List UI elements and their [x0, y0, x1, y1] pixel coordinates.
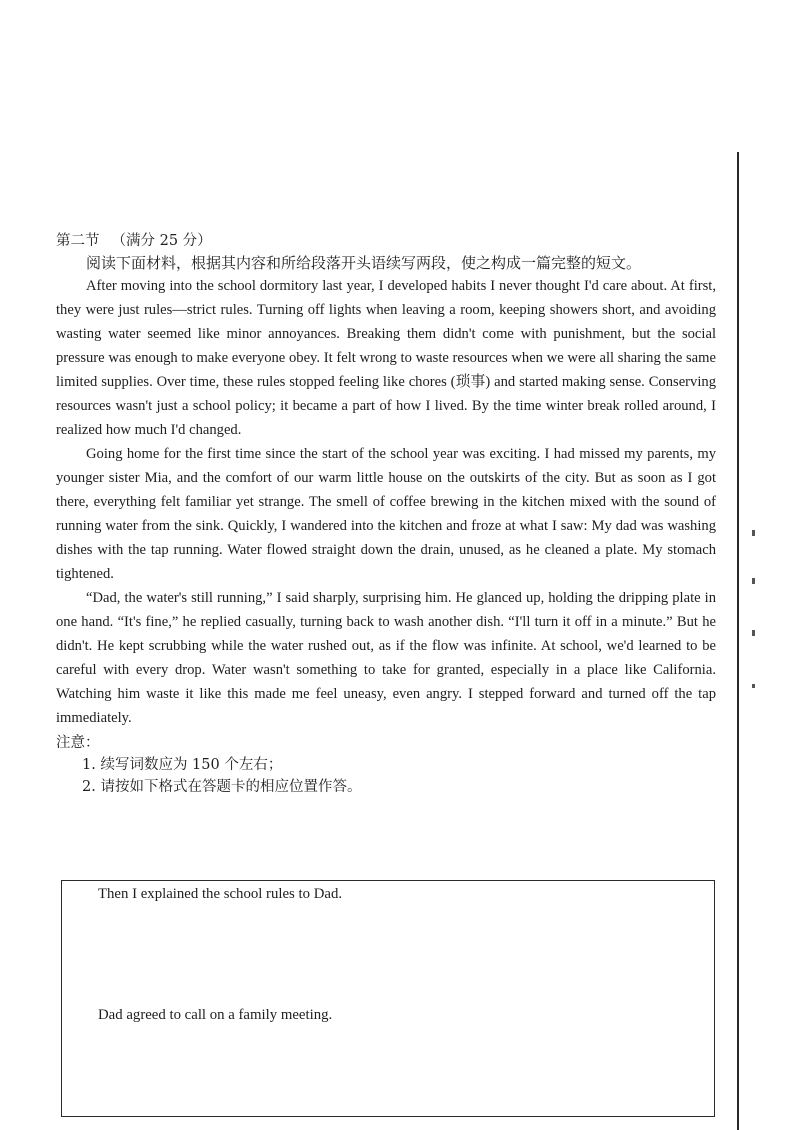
paragraph-starter-2: Dad agreed to call on a family meeting. — [98, 1007, 333, 1023]
note-item-2: 2. 请按如下格式在答题卡的相应位置作答。 — [82, 779, 362, 795]
passage-paragraph-3: “Dad, the water's still running,” I said sharply, surprising him. He glanced up, holding the dripping plate in one hand. “It's fine,” he replied casually, turning back to wash another dish. “I'll turn it off in a minute.” But he didn't. He kept scrubbing while the water rushed out, as if the flow was infinite. At school, we'd learned to be careful with every drop. Water wasn't something to take for granted, especially in a place like California. Watching him waste it like this made me feel uneasy, even angry. I stepped forward and turned off the tap immediately. — [56, 590, 716, 726]
passage-paragraph-1: After moving into the school dormitory last year, I developed habits I never thought I'd care about. At first, they were just rules—strict rules. Turning off lights when leaving a room, keeping showers short, and avoiding wasting water seemed like minor annoyances. Breaking them didn't come with punishment, but the social pressure was enough to make everyone obey. It felt wrong to waste resources when we were all sharing the same limited supplies. Over time, these rules stopped feeling like chores (琐事) and started making sense. Conserving resources wasn't just a school policy; it became a part of how I lived. By the time winter break rolled around, I realized how much I'd changed. — [56, 278, 716, 438]
section-title: 第二节 — [56, 233, 100, 249]
scan-mark — [752, 684, 755, 688]
scan-mark — [752, 630, 755, 636]
paragraph-starter-1: Then I explained the school rules to Dad. — [98, 886, 343, 902]
task-instruction: 阅读下面材料，根据其内容和所给段落开头语续写两段，使之构成一篇完整的短文。 — [86, 254, 642, 272]
scan-mark — [752, 578, 755, 584]
notes-title: 注意： — [56, 735, 100, 751]
answer-box[interactable] — [61, 880, 715, 1117]
question-section — [56, 230, 716, 798]
section-heading — [56, 230, 716, 252]
note-item-1: 1. 续写词数应为 150 个左右； — [82, 757, 283, 773]
scan-mark — [752, 530, 755, 536]
section-score: （满分 25 分） — [111, 233, 212, 249]
passage-paragraph-2: Going home for the first time since the start of the school year was exciting. I had missed my parents, my younger sister Mia, and the comfort of our warm little house on the outskirts of the city. But as soon as I got there, everything felt familiar yet strange. The smell of coffee brewing in the kitchen mixed with the sound of running water from the sink. Quickly, I wandered into the kitchen and froze at what I saw: My dad was washing dishes with the tap running. Water flowed straight down the drain, unused, as he cleaned a plate. My stomach tightened. — [56, 446, 716, 582]
binding-margin-line — [737, 152, 739, 1130]
